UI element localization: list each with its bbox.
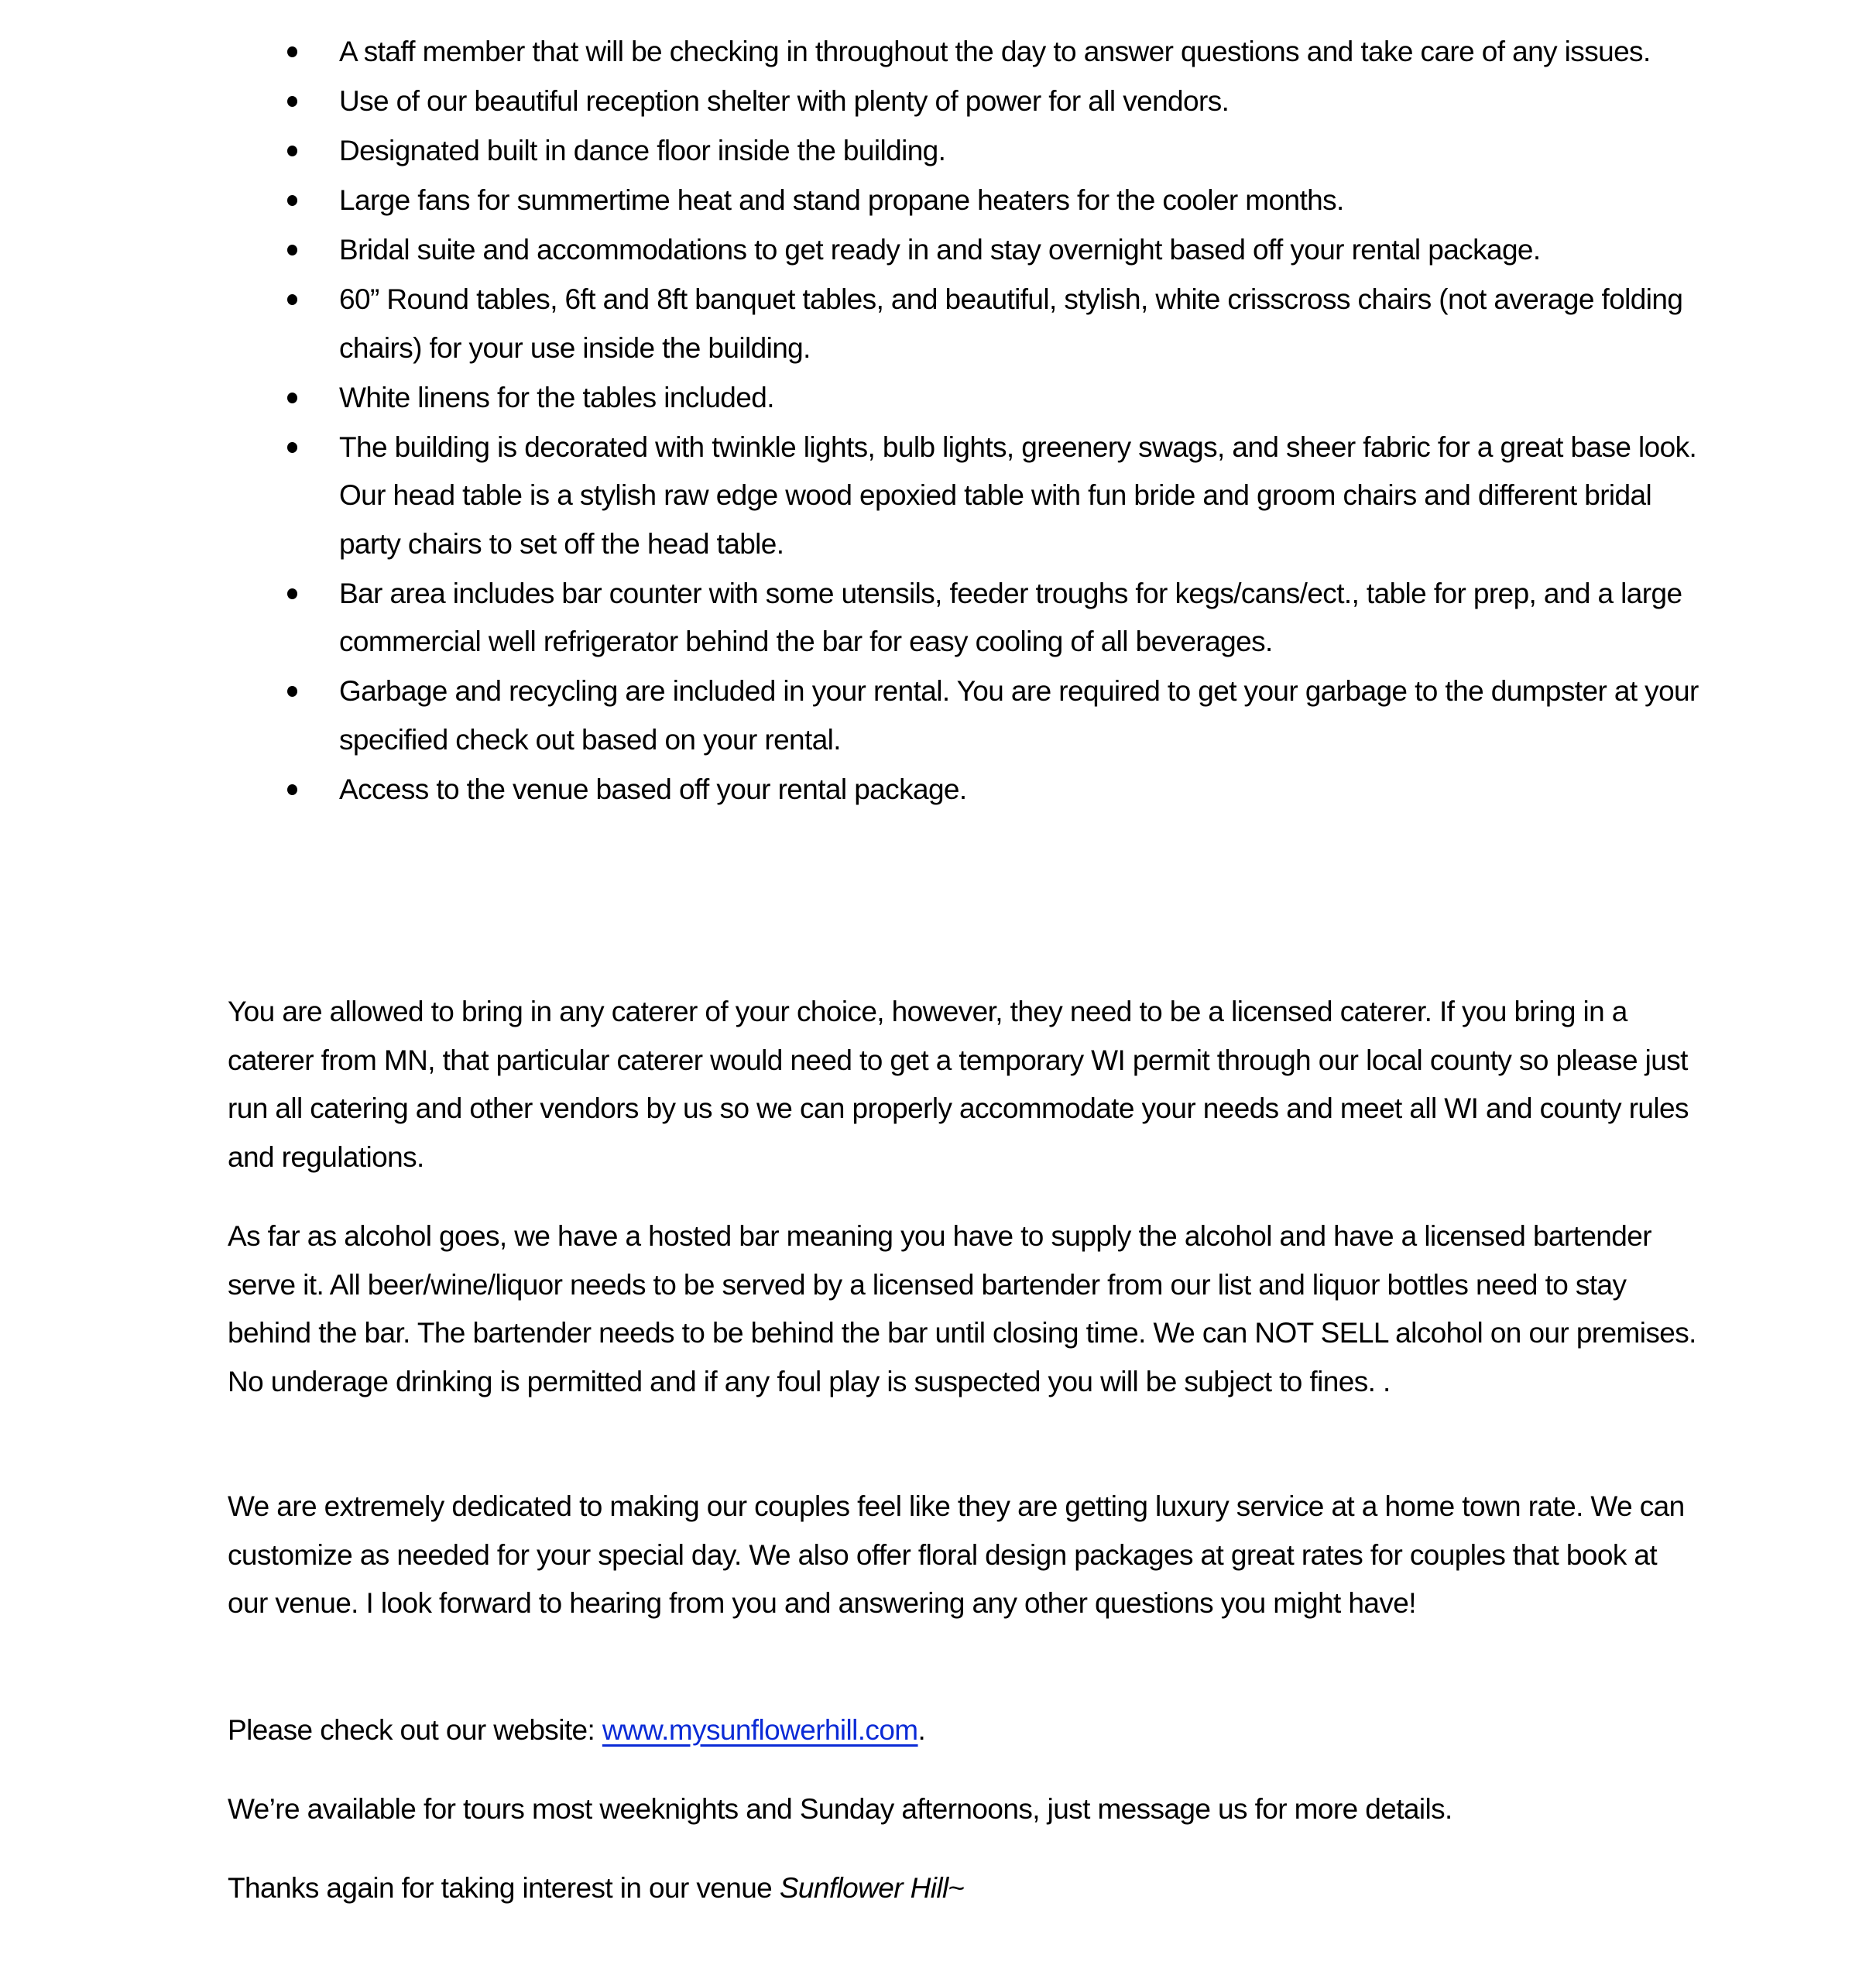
thanks-text: Thanks again for taking interest in our venue bbox=[228, 1872, 780, 1904]
list-item bbox=[228, 276, 1699, 372]
tours-paragraph: We’re available for tours most weeknights and Sunday afternoons, just message us for more details. bbox=[228, 1793, 1452, 1825]
alcohol-paragraph: As far as alcohol goes, we have a hosted bar meaning you have to supply the alcohol and have a licensed bartender serve it. All beer/wine/liquor needs to be served by a licensed bartender from our list and liquor bottles need to stay behind the bar. The bartender needs to be behind the bar until closing time. We can NOT SELL alcohol on our premises. No underage drinking is permitted and if any foul play is suspected you will be subject to fines. . bbox=[228, 1220, 1696, 1397]
bullet-icon bbox=[287, 96, 297, 107]
list-item bbox=[228, 766, 1699, 814]
bullet-icon bbox=[287, 195, 297, 206]
list-item bbox=[228, 28, 1699, 77]
bullet-icon bbox=[287, 686, 297, 697]
website-label: Please check out our website: bbox=[228, 1714, 602, 1746]
list-item bbox=[228, 127, 1699, 176]
list-item-text: A staff member that will be checking in throughout the day to answer questions and take care of any issues. bbox=[339, 36, 1651, 67]
website-paragraph bbox=[228, 1706, 1699, 1755]
bullet-icon bbox=[287, 46, 297, 57]
list-item-text: Designated built in dance floor inside the building. bbox=[339, 135, 946, 166]
list-item bbox=[228, 374, 1699, 423]
list-item bbox=[228, 226, 1699, 275]
list-item-text: 60” Round tables, 6ft and 8ft banquet tables, and beautiful, stylish, white crisscross chairs (not average folding chairs) for your use inside the building. bbox=[339, 283, 1683, 364]
list-item-text: White linens for the tables included. bbox=[339, 381, 774, 413]
list-item bbox=[228, 570, 1699, 667]
amenities-list bbox=[228, 28, 1699, 815]
catering-paragraph: You are allowed to bring in any caterer of your choice, however, they need to be a licensed caterer. If you bring in a caterer from MN, that particular caterer would need to get a temporary WI permit through our local county so please just run all catering and other vendors by us so we can properly accommodate your needs and meet all WI and county rules and regulations. bbox=[228, 996, 1689, 1173]
dedication-paragraph: We are extremely dedicated to making our couples feel like they are getting luxury service at a home town rate. We can customize as needed for your special day. We also offer floral design packages at great rates for couples that book at our venue. I look forward to hearing from you and answering any other questions you might have! bbox=[228, 1490, 1685, 1619]
thanks-paragraph bbox=[228, 1864, 1699, 1913]
list-item bbox=[228, 177, 1699, 225]
list-item bbox=[228, 423, 1699, 569]
list-item bbox=[228, 77, 1699, 126]
venue-name: Sunflower Hill bbox=[779, 1872, 948, 1904]
list-item-text: Garbage and recycling are included in your rental. You are required to get your garbage to the dumpster at your specified check out based on your rental. bbox=[339, 675, 1699, 756]
list-item-text: Access to the venue based off your rental package. bbox=[339, 773, 967, 805]
list-item-text: Bar area includes bar counter with some utensils, feeder troughs for kegs/cans/ect., table for prep, and a large commercial well refrigerator behind the bar for easy cooling of all beverages. bbox=[339, 577, 1682, 657]
website-link[interactable]: www.mysunflowerhill.com bbox=[602, 1714, 918, 1746]
bullet-icon bbox=[287, 393, 297, 403]
list-item bbox=[228, 667, 1699, 764]
list-item-text: Large fans for summertime heat and stand propane heaters for the cooler months. bbox=[339, 184, 1344, 216]
bullet-icon bbox=[287, 245, 297, 255]
bullet-icon bbox=[287, 588, 297, 599]
bullet-icon bbox=[287, 784, 297, 795]
list-item-text: Use of our beautiful reception shelter with plenty of power for all vendors. bbox=[339, 85, 1230, 117]
list-item-text: The building is decorated with twinkle lights, bulb lights, greenery swags, and sheer fabric for a great base look. Our head table is a stylish raw edge wood epoxied table with fun bride and groom chairs and different bridal party chairs to set off the head table. bbox=[339, 430, 1697, 560]
website-suffix: . bbox=[917, 1714, 926, 1746]
bullet-icon bbox=[287, 146, 297, 156]
bullet-icon bbox=[287, 442, 297, 453]
bullet-icon bbox=[287, 294, 297, 305]
thanks-suffix: ~ bbox=[948, 1872, 965, 1904]
list-item-text: Bridal suite and accommodations to get ready in and stay overnight based off your rental package. bbox=[339, 234, 1541, 266]
